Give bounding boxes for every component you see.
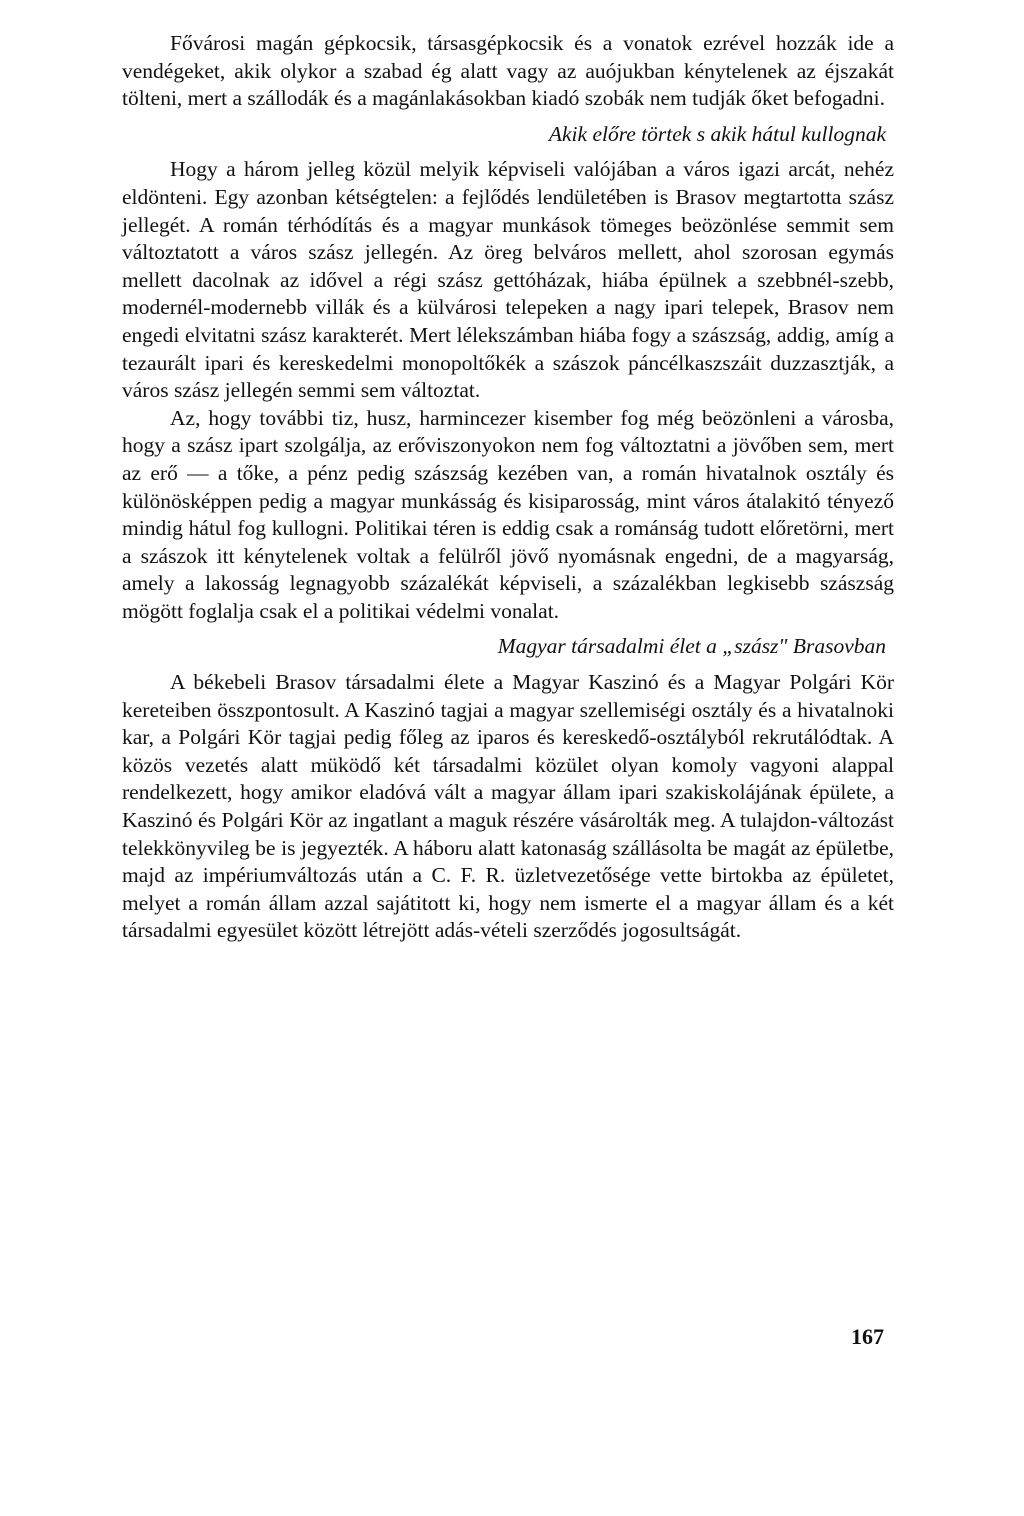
paragraph-4: A békebeli Brasov társadalmi élete a Magyar Kaszinó és a Magyar Polgári Kör kereteiben összpontosult. A Kaszinó tagjai a magyar szellemiségi osztály és a hivatalnoki kar, a Polgári Kör tagjai pedig főleg az iparos és kereskedő-osztályból rekrutálódtak. A közös vezetés alatt müködő két társadalmi közület olyan komoly vagyoni alappal rendelkezett, hogy amikor eladóvá vált a magyar állam ipari szakiskolájának épülete, a Kaszinó és Polgári Kör az ingatlant a maguk részére vásárolták meg. A tulajdon-változást telekkönyvileg be is jegyezték. A háboru alatt katonaság szállásolta be magát az épületbe, majd az impériumváltozás után a C. F. R. üzletvezetősége vette birtokba az épületet, melyet a román állam azzal sajátitott ki, hogy nem ismerte el a magyar állam és a két társadalmi egyesület között létrejött adás-vételi szerződés jogosultságát. (122, 670, 894, 943)
section-heading-2: Magyar társadalmi élet a „szász" Brasovban (497, 634, 886, 659)
page-body (122, 30, 894, 945)
section-heading-1: Akik előre törtek s akik hátul kullognak (548, 121, 886, 146)
paragraph-3: Az, hogy további tiz, husz, harmincezer kisember fog még beözönleni a városba, hogy a szász ipart szolgálja, az erőviszonyokon nem fog változtatni a jövőben sem, mert az erő — a tőke, a pénz pedig szászság kezében van, a román hivatalnok osztály és különösképpen pedig a magyar munkásság és kisiparosság, mint város átalakitó tényező mindig hátul fog kullogni. Politikai téren is eddig csak a románság tudott előretörni, mert a szászok itt kénytelenek voltak a felülről jövő nyomásnak engedni, de a magyarság, amely a lakosság legnagyobb százalékát képviseli, a százalékban legkisebb szászság mögött foglalja csak el a politikai védelmi vonalat. (122, 405, 894, 623)
paragraph-2: Hogy a három jelleg közül melyik képviseli valójában a város igazi arcát, nehéz eldönteni. Egy azonban kétségtelen: a fejlődés lendületében is Brasov megtartotta szász jellegét. A román térhódítás és a magyar munkások tömeges beözönlése semmit sem változtatott a város szász jellegén. Az öreg belváros mellett, ahol szorosan egymás mellett dacolnak az idővel a régi szász gettóházak, hiába épülnek a szebbnél-szebb, modernél-modernebb villák és a külvárosi telepeken a nagy ipari telepek, Brasov nem engedi elvitatni szász karakterét. Mert lélekszámban hiába fogy a szászság, addig, amíg a tezaurált ipari és kereskedelmi monopoltőkék a szászok páncélkaszszáit duzzasztják, a város szász jellegén semmi sem változtat. (122, 157, 894, 403)
paragraph-1: Fővárosi magán gépkocsik, társasgépkocsik és a vonatok ezrével hozzák ide a vendégeket, akik olykor a szabad ég alatt vagy az auójukban kénytelenek az éjszakát tölteni, mert a szállodák és a magánlakásokban kiadó szobák nem tudják őket befogadni. (122, 31, 894, 111)
page-number: 167 (851, 1324, 884, 1349)
